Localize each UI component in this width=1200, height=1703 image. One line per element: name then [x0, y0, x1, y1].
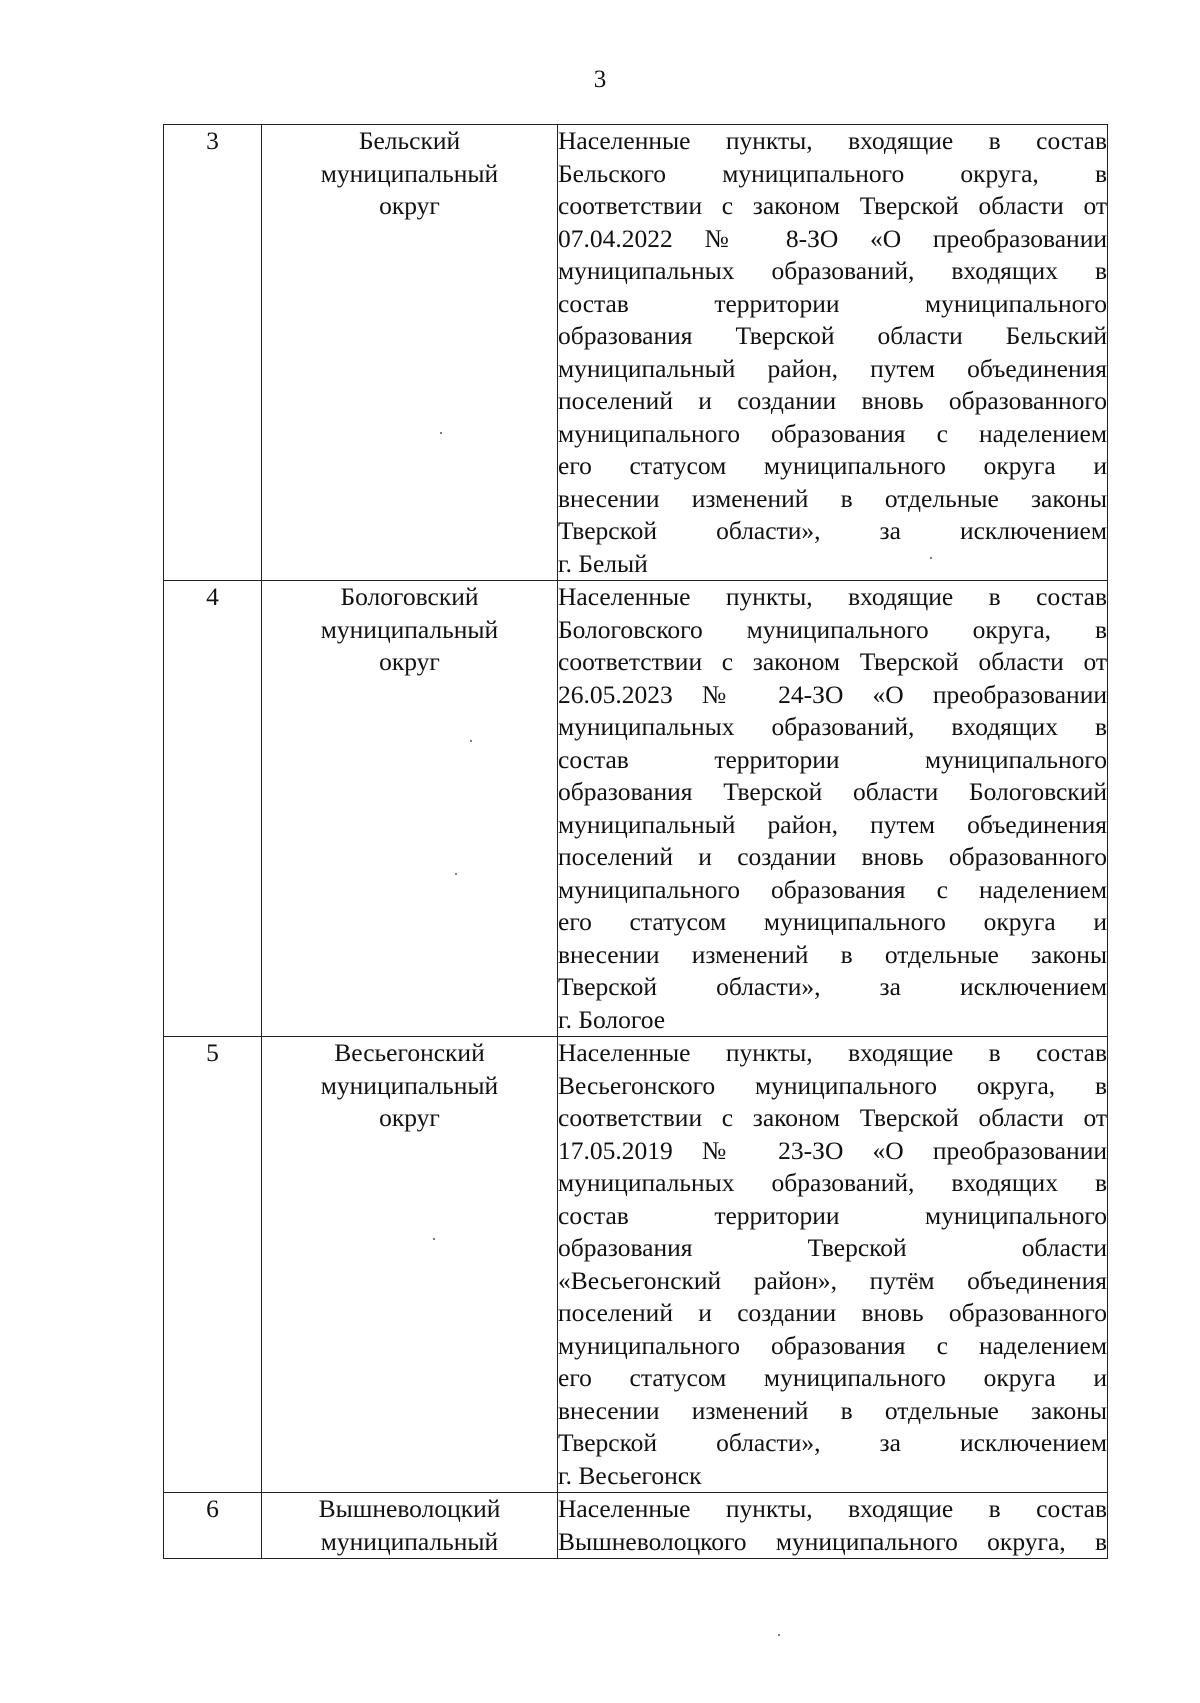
description-line: муниципального образования с наделением [558, 1330, 1107, 1360]
description-text [558, 1493, 1107, 1558]
table-row [164, 1493, 1108, 1559]
description-line: Тверской области», за исключением [558, 1428, 1107, 1457]
table-row [164, 1037, 1108, 1493]
description-line: его статусом муниципального округа и [558, 451, 1107, 480]
description-line: Населенные пункты, входящие в состав [558, 126, 1107, 155]
description-cell [558, 125, 1108, 581]
description-line: 26.05.2023 № 24-ЗО «О преобразовании [558, 679, 1107, 709]
row-number: 5 [206, 1038, 219, 1067]
description-line: Бельского муниципального округа, в [558, 158, 1107, 188]
description-line: г. Бологое [558, 1004, 666, 1034]
description-line: Бологовского муниципального округа, в [558, 614, 1107, 644]
description-line: соответствии с законом Тверской области от [558, 647, 1107, 676]
description-line: «Весьегонский район», путём объединения [558, 1265, 1107, 1295]
row-number: 4 [206, 582, 219, 611]
description-line: г. Весьегонск [558, 1460, 702, 1490]
description-line: соответствии с законом Тверской области от [558, 1103, 1107, 1132]
row-number-cell [164, 1493, 262, 1559]
table-row [164, 125, 1108, 581]
description-line: поселений и создании вновь образованного [558, 842, 1107, 871]
description-line: образования Тверской области Бельский [558, 321, 1107, 350]
description-line: Населенные пункты, входящие в состав [558, 582, 1107, 611]
municipality-name-line: округ [379, 1103, 440, 1132]
municipality-name-line: Бельский [358, 126, 461, 155]
scan-speck [455, 873, 457, 875]
description-text [558, 581, 1107, 1036]
description-line: муниципальных образований, входящих в [558, 256, 1107, 285]
municipality-name-cell [262, 1493, 558, 1559]
municipality-name-line: муниципальный [320, 1070, 499, 1100]
description-line: Тверской области», за исключением [558, 516, 1107, 545]
description-text [558, 125, 1107, 580]
description-line: муниципального образования с наделением [558, 874, 1107, 904]
row-number-cell [164, 581, 262, 1037]
description-line: внесении изменений в отдельные законы [558, 483, 1107, 513]
description-line: Вышневолоцкого муниципального округа, в [558, 1526, 1107, 1556]
municipality-name-line: муниципальный [320, 614, 499, 644]
description-line: соответствии с законом Тверской области от [558, 191, 1107, 220]
description-line: 17.05.2019 № 23-ЗО «О преобразовании [558, 1135, 1107, 1165]
description-line: поселений и создании вновь образованного [558, 1298, 1107, 1327]
row-number-cell [164, 125, 262, 581]
description-line: 07.04.2022 № 8-ЗО «О преобразовании [558, 223, 1107, 253]
municipality-name-line: округ [379, 647, 440, 676]
description-line: состав территории муниципального [558, 288, 1107, 318]
municipality-name-cell [262, 581, 558, 1037]
description-cell [558, 1037, 1108, 1493]
municipality-name-line: Весьегонский [334, 1038, 485, 1067]
scan-speck [778, 1634, 780, 1636]
description-line: Населенные пункты, входящие в состав [558, 1494, 1107, 1523]
municipality-name-line: муниципальный [320, 158, 499, 188]
description-line: Тверской области», за исключением [558, 972, 1107, 1001]
description-line: внесении изменений в отдельные законы [558, 939, 1107, 969]
row-number: 6 [206, 1494, 219, 1523]
description-line: муниципальных образований, входящих в [558, 1168, 1107, 1197]
description-line: поселений и создании вновь образованного [558, 386, 1107, 415]
table-body [164, 125, 1108, 1559]
description-line: его статусом муниципального округа и [558, 907, 1107, 936]
description-line: внесении изменений в отдельные законы [558, 1395, 1107, 1425]
description-line: муниципального образования с наделением [558, 418, 1107, 448]
description-line: образования Тверской области Бологовский [558, 777, 1107, 806]
description-line: состав территории муниципального [558, 1200, 1107, 1230]
description-line: муниципальный район, путем объединения [558, 353, 1107, 383]
scan-speck [470, 740, 472, 742]
description-line: его статусом муниципального округа и [558, 1363, 1107, 1392]
row-number: 3 [206, 126, 219, 155]
description-line: Населенные пункты, входящие в состав [558, 1038, 1107, 1067]
scan-speck [930, 557, 932, 559]
description-line: муниципальных образований, входящих в [558, 712, 1107, 741]
description-line: Весьегонского муниципального округа, в [558, 1070, 1107, 1100]
description-line: г. Белый [558, 548, 648, 578]
description-cell [558, 1493, 1108, 1559]
municipality-name-cell [262, 1037, 558, 1493]
page-number: 3 [593, 66, 607, 93]
municipality-name-line: Вышневолоцкий [318, 1494, 501, 1523]
row-number-cell [164, 1037, 262, 1493]
table-row [164, 581, 1108, 1037]
municipality-name-line: муниципальный [320, 1526, 499, 1556]
settlements-table [163, 124, 1108, 1559]
municipality-name-line: Бологовский [340, 582, 479, 611]
description-line: муниципальный район, путем объединения [558, 809, 1107, 839]
description-cell [558, 581, 1108, 1037]
scan-speck [440, 432, 442, 434]
scan-speck [433, 1238, 435, 1240]
description-line: состав территории муниципального [558, 744, 1107, 774]
municipality-name-cell [262, 125, 558, 581]
description-line: образования Тверской области [558, 1233, 1107, 1262]
description-text [558, 1037, 1107, 1492]
municipality-name-line: округ [379, 191, 440, 220]
